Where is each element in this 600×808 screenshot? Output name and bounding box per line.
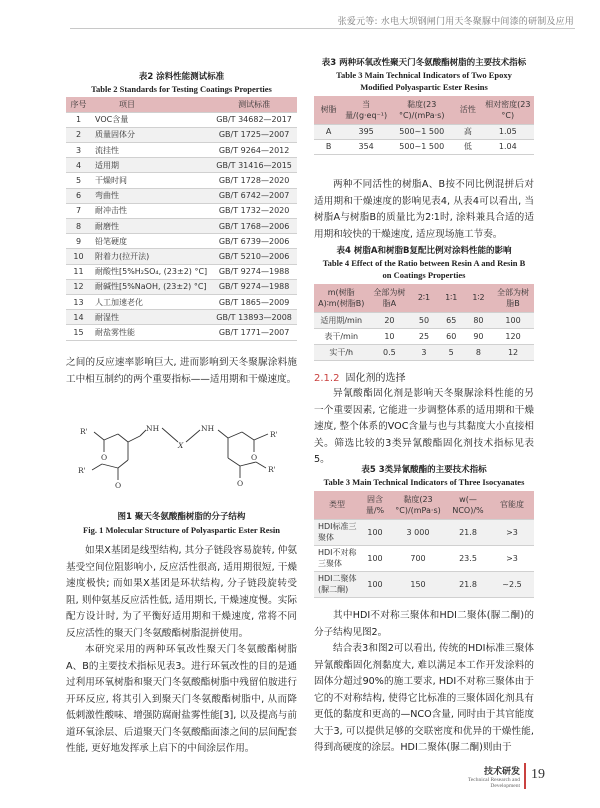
table-cell: 120 xyxy=(492,328,534,344)
table-row xyxy=(66,143,297,158)
table2-header: 序号 xyxy=(66,97,91,112)
table-row xyxy=(66,188,297,203)
table-cell: 人工加速老化 xyxy=(91,294,211,309)
figure1-caption-en: Fig. 1 Molecular Structure of Polyaspartic Ester Resin xyxy=(83,525,280,535)
table-row xyxy=(314,344,534,360)
table3-caption-cn: 表3 两种环氧改性聚天门冬氨酸酯树脂的主要技术指标 xyxy=(321,58,527,68)
table-cell: GB/T 34682—2017 xyxy=(211,112,297,127)
table-cell: 15 xyxy=(66,325,91,340)
table-cell: VOC含量 xyxy=(91,112,211,127)
table2 xyxy=(66,97,297,341)
table-row xyxy=(66,310,297,325)
table-cell: 100 xyxy=(492,312,534,328)
table-cell: 1 xyxy=(66,112,91,127)
molecular-structure-diagram xyxy=(66,412,297,504)
table-cell: 2 xyxy=(66,127,91,142)
table4-caption-en-1: Table 4 Effect of the Ratio between Resin A and Resin B xyxy=(322,258,526,268)
table-cell: 高 xyxy=(454,124,481,139)
table-cell: 铅笔硬度 xyxy=(91,234,211,249)
table-cell: 耐磨性 xyxy=(91,219,211,234)
atom-label: O xyxy=(251,453,258,462)
footer-sub: Technical Research and Development xyxy=(467,777,520,789)
table-row xyxy=(66,158,297,173)
table-cell: HDI不对称三聚体 xyxy=(314,545,360,571)
table-cell: 23.5 xyxy=(446,545,490,571)
footer-label: 技术研发 xyxy=(483,767,520,777)
table-cell: 500~1 500 xyxy=(389,139,454,154)
table5-header-row xyxy=(314,491,534,519)
table5-header: 固含量/% xyxy=(360,491,390,519)
table-cell: 耐冲击性 xyxy=(91,203,211,218)
table2-caption-cn: 表2 涂料性能测试标准 xyxy=(138,72,225,82)
table4-block xyxy=(314,244,534,361)
table-cell: GB/T 1768—2006 xyxy=(211,219,297,234)
table-cell: ~2.5 xyxy=(490,571,534,597)
table-cell: 65 xyxy=(438,312,465,328)
table-cell: 150 xyxy=(390,571,446,597)
table-cell: GB/T 5210—2006 xyxy=(211,249,297,264)
table-cell: 10 xyxy=(66,249,91,264)
table5-block xyxy=(314,463,534,598)
table5 xyxy=(314,491,534,598)
table-cell: 25 xyxy=(410,328,437,344)
table4-body xyxy=(314,312,534,360)
table-row xyxy=(66,294,297,309)
table-cell: 表干/min xyxy=(314,328,368,344)
table-cell: GB/T 9274—1988 xyxy=(211,279,297,294)
table-cell: 适用期 xyxy=(91,158,211,173)
table-cell: 20 xyxy=(368,312,410,328)
table-cell: 100 xyxy=(360,571,390,597)
table-row xyxy=(314,571,534,597)
table-cell: 8 xyxy=(66,219,91,234)
table-cell: 低 xyxy=(454,139,481,154)
table4-caption-en-2: on Coatings Properties xyxy=(382,270,466,280)
table3-header: 活性 xyxy=(454,96,481,124)
table2-header-row xyxy=(66,97,297,112)
table-cell: 8 xyxy=(465,344,492,360)
atom-label: NH xyxy=(146,424,160,433)
table-cell: 干燥时间 xyxy=(91,173,211,188)
table-cell: A xyxy=(314,124,343,139)
table-cell: 3 xyxy=(410,344,437,360)
table2-block xyxy=(66,70,297,341)
table-row xyxy=(66,219,297,234)
right-paragraph-4: 结合表3和图2可以看出, 传统的HDI标准三聚体异氰酸酯固化剂黏度大, 难以满足本工作开发涂料的固体分超过90%的施工要求, HDI不对称三聚体由于它的不对称结构, 使得它比标准的三聚体固化剂具有更低的黏度和更高的—NCO含量, 同时由于其官能度大于3, 可以提供足够的交联密度和优异的干燥性能, 得到高硬度的涂层。HDI二聚体(脲二酮)则由于 xyxy=(314,643,534,753)
table-cell: 3 000 xyxy=(390,519,446,545)
table-cell: 100 xyxy=(360,545,390,571)
table-cell: 14 xyxy=(66,310,91,325)
table4-header-row xyxy=(314,284,534,312)
table-cell: GB/T 6742—2007 xyxy=(211,188,297,203)
table-cell: 13 xyxy=(66,294,91,309)
table-cell: 5 xyxy=(66,173,91,188)
atom-label: X xyxy=(178,441,184,450)
table3-block xyxy=(314,56,534,155)
table-row xyxy=(66,279,297,294)
table-row xyxy=(66,127,297,142)
table-cell: 50 xyxy=(410,312,437,328)
table-cell: HDI标准三聚体 xyxy=(314,519,360,545)
table3-caption-en-1: Table 3 Main Technical Indicators of Two Epoxy xyxy=(336,70,512,80)
table4-header: 全部为树脂A xyxy=(368,284,410,312)
table-cell: 21.8 xyxy=(446,519,490,545)
table-cell: B xyxy=(314,139,343,154)
table-cell: 100 xyxy=(360,519,390,545)
table-row xyxy=(66,112,297,127)
table5-caption-en: Table 3 Main Technical Indicators of Three Isocyanates xyxy=(323,477,525,487)
atom-label: O xyxy=(101,453,108,462)
table-cell: GB/T 1732—2020 xyxy=(211,203,297,218)
section-number: 2.1.2 xyxy=(314,373,340,384)
table5-header: 官能度 xyxy=(490,491,534,519)
atom-labels xyxy=(78,424,278,490)
table-cell: 4 xyxy=(66,158,91,173)
table3-header-row xyxy=(314,96,534,124)
table-cell: GB/T 13893—2008 xyxy=(211,310,297,325)
table4-header: 2∶1 xyxy=(410,284,437,312)
table-cell: 90 xyxy=(465,328,492,344)
table4-header: m(树脂A)∶m(树脂B) xyxy=(314,284,368,312)
left-paragraph-2: 如果X基团是线型结构, 其分子链段容易旋转, 仲氨基受空间位阻影响小, 反应活性很高, 适用期很短, 干燥速度极快; 而如果X基团是环状结构, 分子链段旋转受阻, 则仲氨基反应活性低, 适用期长, 干燥速度慢。实际配方设计时, 为了平衡好适用期和干燥速度, 常将不同反应活性的聚天门冬氨酸酯树脂混拼使用。 xyxy=(66,545,297,639)
table-cell: GB/T 1865—2009 xyxy=(211,294,297,309)
table-cell: 适用期/min xyxy=(314,312,368,328)
table5-caption-cn: 表5 3类异氰酸酯的主要技术指标 xyxy=(361,465,487,475)
table-cell: 1.04 xyxy=(482,139,534,154)
table-cell: 实干/h xyxy=(314,344,368,360)
table4-header: 1∶1 xyxy=(438,284,465,312)
table4 xyxy=(314,284,534,361)
table3-header: 黏度(23 °C)/(mPa·s) xyxy=(389,96,454,124)
table-cell: 5 xyxy=(438,344,465,360)
table-cell: 1.05 xyxy=(482,124,534,139)
table3-caption-en-2: Modified Polyaspartic Ester Resins xyxy=(360,82,488,92)
table-cell: 700 xyxy=(390,545,446,571)
table-cell: 9 xyxy=(66,234,91,249)
table-cell: GB/T 9264—2012 xyxy=(211,143,297,158)
footer-journal xyxy=(458,764,520,789)
table-cell: 0.5 xyxy=(368,344,410,360)
table-cell: 3 xyxy=(66,143,91,158)
table3 xyxy=(314,96,534,155)
section-title: 固化剂的选择 xyxy=(345,373,406,384)
table4-caption-cn: 表4 树脂A和树脂B复配比例对涂料性能的影响 xyxy=(336,246,512,256)
table-cell: 395 xyxy=(343,124,389,139)
table5-body xyxy=(314,519,534,597)
table-cell: 12 xyxy=(492,344,534,360)
table-cell: 7 xyxy=(66,203,91,218)
table4-header: 全部为树脂B xyxy=(492,284,534,312)
table-cell: 耐湿性 xyxy=(91,310,211,325)
table-cell: 耐酸性[5%H₂SO₄, (23±2) °C] xyxy=(91,264,211,279)
table4-header: 1∶2 xyxy=(465,284,492,312)
table-cell: 耐碱性[5%NaOH, (23±2) °C] xyxy=(91,279,211,294)
right-paragraph-1: 两种不同活性的树脂A、B按不同比例混拼后对适用期和干燥速度的影响见表4, 从表4可以看出, 当树脂A与树脂B的质量比为2∶1时, 涂料兼具合适的适用期和较快的干燥速度, 适应现场施工节奏。 xyxy=(314,179,534,240)
page-number: 19 xyxy=(531,767,545,782)
table-cell: 11 xyxy=(66,264,91,279)
table-cell: 弯曲性 xyxy=(91,188,211,203)
atom-label: R' xyxy=(80,427,88,436)
table-cell: 10 xyxy=(368,328,410,344)
atom-label: O xyxy=(237,479,244,488)
footer-divider xyxy=(524,763,526,789)
table-row xyxy=(66,173,297,188)
table-cell: >3 xyxy=(490,545,534,571)
atom-label: R' xyxy=(78,466,86,475)
table-row xyxy=(314,139,534,154)
table-row xyxy=(314,545,534,571)
table-row xyxy=(66,325,297,340)
bond-lines xyxy=(92,428,268,480)
table2-header: 项目 xyxy=(91,97,211,112)
table-row xyxy=(66,234,297,249)
header-rule xyxy=(70,28,575,29)
table3-header: 当量/(g·eq⁻¹) xyxy=(343,96,389,124)
running-header: 张爱元等: 水电大坝钢闸门用天冬聚脲中间漆的研制及应用 xyxy=(337,17,574,27)
figure1-caption-cn: 图1 聚天冬氨酸酯树脂的分子结构 xyxy=(117,512,246,522)
table-cell: GB/T 31416—2015 xyxy=(211,158,297,173)
table-cell: 附着力(拉开法) xyxy=(91,249,211,264)
table-cell: 12 xyxy=(66,279,91,294)
table-cell: 流挂性 xyxy=(91,143,211,158)
table-row xyxy=(66,264,297,279)
table-cell: 500~1 500 xyxy=(389,124,454,139)
table5-header: 类型 xyxy=(314,491,360,519)
atom-label: O xyxy=(115,481,122,490)
left-paragraph-3: 本研究采用的两种环氧改性聚天门冬氨酸酯树脂A、B的主要技术指标见表3。进行环氧改性的目的是通过利用环氧树脂和聚天门冬氨酸酯树脂中残留伯胺进行开环反应, 将其引入到聚天门冬氨酸酯树脂中, 从而降低刺激性酸味、增强防腐耐盐雾性能[3], 以及提高与前道环氧涂层、后道聚天门冬氨酸酯面漆之间的层间配套性能, 更好地发挥承上启下的中间涂层作用。 xyxy=(66,644,297,754)
table3-header: 相对密度(23 °C) xyxy=(482,96,534,124)
table5-header: w(—NCO)/% xyxy=(446,491,490,519)
table-cell: 耐盐雾性能 xyxy=(91,325,211,340)
table-row xyxy=(314,328,534,344)
table-cell: >3 xyxy=(490,519,534,545)
table-row xyxy=(66,203,297,218)
table-cell: 6 xyxy=(66,188,91,203)
table-cell: HDI二聚体(脲二酮) xyxy=(314,571,360,597)
right-paragraph-3: 其中HDI不对称三聚体和HDI二聚体(脲二酮)的分子结构见图2。 xyxy=(314,610,534,638)
table-cell: 质量固体分 xyxy=(91,127,211,142)
table-cell: 80 xyxy=(465,312,492,328)
table-cell: GB/T 9274—1988 xyxy=(211,264,297,279)
table3-body xyxy=(314,124,534,154)
table3-header: 树脂 xyxy=(314,96,343,124)
table5-header: 黏度(23 °C)/(mPa·s) xyxy=(390,491,446,519)
right-paragraph-2: 异氰酸酯固化剂是影响天冬聚脲涂料性能的另一个重要因素, 它能进一步调整体系的适用期和干燥速度, 整个体系的VOC含量与也与其黏度大小直接相关。筛选比较的3类异氰酸酯固化剂技术指标见表5。 xyxy=(314,388,534,465)
table-row xyxy=(314,124,534,139)
left-paragraph-1: 之间的反应速率影响巨大, 进而影响到天冬聚脲涂料施工中相互制约的两个重要指标——适用期和干燥速度。 xyxy=(66,357,297,385)
table-cell: GB/T 1771—2007 xyxy=(211,325,297,340)
table-cell: 21.8 xyxy=(446,571,490,597)
table-cell: GB/T 1725—2007 xyxy=(211,127,297,142)
atom-label: R' xyxy=(270,430,278,439)
atom-label: NH xyxy=(201,424,215,433)
table-row xyxy=(314,519,534,545)
table-cell: GB/T 6739—2006 xyxy=(211,234,297,249)
atom-label: R' xyxy=(268,465,276,474)
table2-caption-en: Table 2 Standards for Testing Coatings Properties xyxy=(91,84,272,94)
figure1 xyxy=(66,412,297,504)
table-row xyxy=(66,249,297,264)
table2-header: 测试标准 xyxy=(211,97,297,112)
table-cell: 354 xyxy=(343,139,389,154)
table-row xyxy=(314,312,534,328)
table-cell: GB/T 1728—2020 xyxy=(211,173,297,188)
table-cell: 60 xyxy=(438,328,465,344)
section-heading-2-1-2 xyxy=(314,369,405,384)
table2-body xyxy=(66,112,297,340)
